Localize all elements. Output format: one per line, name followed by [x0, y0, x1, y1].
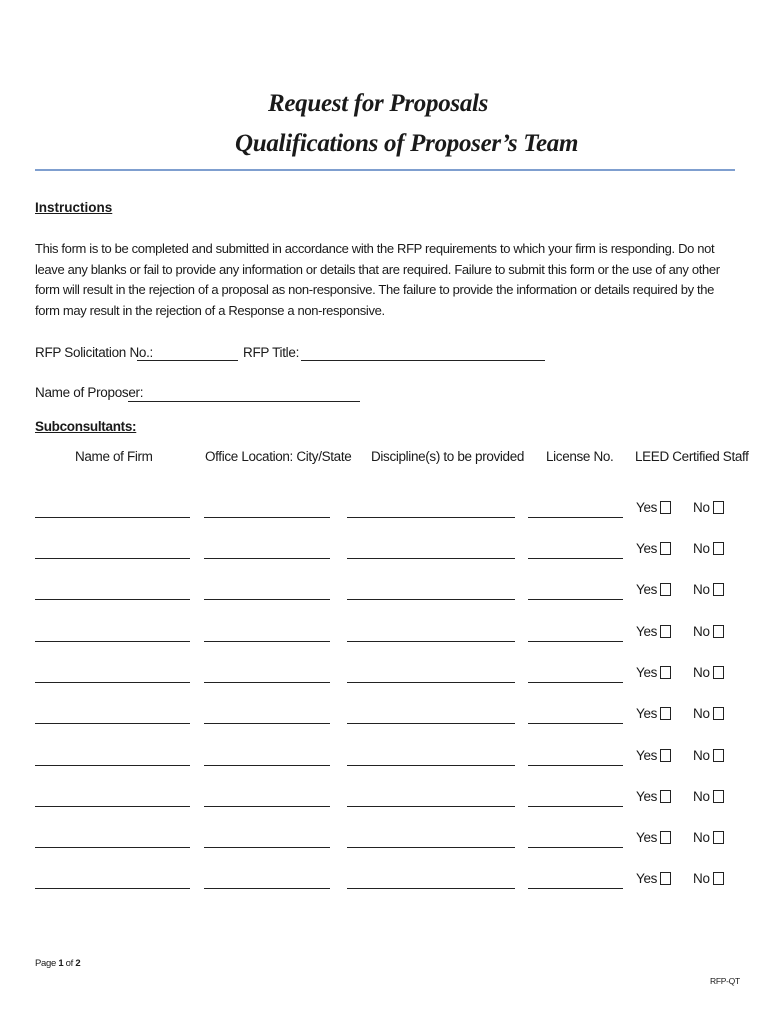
leed-no-checkbox[interactable]: [713, 831, 724, 844]
discipline-field[interactable]: [347, 888, 515, 889]
leed-yes-option: [636, 706, 671, 721]
column-header-location: Office Location: City/State: [205, 449, 352, 464]
firm-name-field[interactable]: [35, 641, 190, 642]
leed-no-checkbox[interactable]: [713, 625, 724, 638]
firm-name-field[interactable]: [35, 599, 190, 600]
table-row: [0, 665, 770, 689]
no-label: No: [693, 748, 710, 763]
discipline-field[interactable]: [347, 558, 515, 559]
leed-yes-checkbox[interactable]: [660, 625, 671, 638]
leed-no-option: [693, 541, 724, 556]
leed-yes-checkbox[interactable]: [660, 872, 671, 885]
no-label: No: [693, 665, 710, 680]
form-title: Request for Proposals: [268, 90, 489, 117]
leed-yes-option: [636, 500, 671, 515]
discipline-field[interactable]: [347, 599, 515, 600]
leed-yes-option: [636, 748, 671, 763]
instructions-text: This form is to be completed and submitted in accordance with the RFP requirements to which your firm is responding. Do not leave any blanks or fail to provide any information or details that are required. Failure to submit this form or the use of any other form will result in the rejection of a proposal as non-responsive. The failure to provide the information or details required by the form may result in the rejection of a Response a non-responsive.: [35, 241, 720, 318]
leed-no-checkbox[interactable]: [713, 749, 724, 762]
table-row: [0, 871, 770, 895]
firm-name-field[interactable]: [35, 558, 190, 559]
leed-yes-checkbox[interactable]: [660, 666, 671, 679]
office-location-field[interactable]: [204, 847, 330, 848]
office-location-field[interactable]: [204, 517, 330, 518]
license-field[interactable]: [528, 599, 623, 600]
discipline-field[interactable]: [347, 765, 515, 766]
header-divider: [35, 169, 735, 171]
form-subtitle: Qualifications of Proposer’s Team: [235, 130, 579, 157]
leed-yes-checkbox[interactable]: [660, 831, 671, 844]
license-field[interactable]: [528, 682, 623, 683]
leed-no-option: [693, 665, 724, 680]
license-field[interactable]: [528, 847, 623, 848]
page-current: 1: [58, 958, 64, 969]
page-prefix: Page: [35, 958, 56, 969]
instructions-heading: Instructions: [35, 200, 113, 215]
discipline-field[interactable]: [347, 682, 515, 683]
leed-yes-checkbox[interactable]: [660, 790, 671, 803]
table-row: [0, 500, 770, 524]
discipline-field[interactable]: [347, 517, 515, 518]
yes-label: Yes: [636, 582, 658, 597]
rfp-title-field[interactable]: [301, 360, 545, 361]
page-number: [35, 958, 80, 969]
table-row: [0, 830, 770, 854]
firm-name-field[interactable]: [35, 517, 190, 518]
leed-yes-option: [636, 582, 671, 597]
firm-name-field[interactable]: [35, 765, 190, 766]
license-field[interactable]: [528, 888, 623, 889]
firm-name-field[interactable]: [35, 723, 190, 724]
yes-label: Yes: [636, 748, 658, 763]
leed-no-option: [693, 789, 724, 804]
column-header-firm: Name of Firm: [75, 449, 153, 464]
subconsultants-heading: Subconsultants:: [35, 419, 137, 434]
discipline-field[interactable]: [347, 723, 515, 724]
discipline-field[interactable]: [347, 847, 515, 848]
leed-yes-option: [636, 541, 671, 556]
office-location-field[interactable]: [204, 641, 330, 642]
leed-no-checkbox[interactable]: [713, 501, 724, 514]
leed-no-checkbox[interactable]: [713, 872, 724, 885]
discipline-field[interactable]: [347, 641, 515, 642]
no-label: No: [693, 706, 710, 721]
license-field[interactable]: [528, 723, 623, 724]
leed-yes-option: [636, 789, 671, 804]
yes-label: Yes: [636, 541, 658, 556]
firm-name-field[interactable]: [35, 682, 190, 683]
leed-no-checkbox[interactable]: [713, 583, 724, 596]
yes-label: Yes: [636, 665, 658, 680]
leed-no-checkbox[interactable]: [713, 542, 724, 555]
license-field[interactable]: [528, 641, 623, 642]
solicitation-label: RFP Solicitation No.:: [35, 345, 154, 360]
firm-name-field[interactable]: [35, 806, 190, 807]
leed-yes-option: [636, 830, 671, 845]
no-label: No: [693, 500, 710, 515]
yes-label: Yes: [636, 500, 658, 515]
yes-label: Yes: [636, 789, 658, 804]
leed-yes-option: [636, 665, 671, 680]
page-of: of: [65, 958, 73, 969]
column-header-leed: LEED Certified Staff: [635, 449, 749, 464]
yes-label: Yes: [636, 830, 658, 845]
leed-yes-checkbox[interactable]: [660, 707, 671, 720]
leed-no-checkbox[interactable]: [713, 707, 724, 720]
leed-yes-checkbox[interactable]: [660, 749, 671, 762]
no-label: No: [693, 624, 710, 639]
leed-no-checkbox[interactable]: [713, 666, 724, 679]
table-row: [0, 748, 770, 772]
leed-no-option: [693, 624, 724, 639]
license-field[interactable]: [528, 558, 623, 559]
yes-label: Yes: [636, 871, 658, 886]
column-header-license: License No.: [546, 449, 614, 464]
no-label: No: [693, 830, 710, 845]
table-row: [0, 624, 770, 648]
license-field[interactable]: [528, 517, 623, 518]
page-total: 2: [75, 958, 81, 969]
office-location-field[interactable]: [204, 682, 330, 683]
office-location-field[interactable]: [204, 558, 330, 559]
leed-no-option: [693, 582, 724, 597]
leed-no-option: [693, 500, 724, 515]
table-row: [0, 541, 770, 565]
leed-yes-checkbox[interactable]: [660, 501, 671, 514]
office-location-field[interactable]: [204, 765, 330, 766]
rfp-title-label: RFP Title:: [243, 345, 300, 360]
table-row: [0, 582, 770, 606]
office-location-field[interactable]: [204, 888, 330, 889]
leed-no-option: [693, 748, 724, 763]
no-label: No: [693, 541, 710, 556]
column-header-discipline: Discipline(s) to be provided: [371, 449, 525, 464]
leed-yes-checkbox[interactable]: [660, 583, 671, 596]
office-location-field[interactable]: [204, 723, 330, 724]
license-field[interactable]: [528, 806, 623, 807]
no-label: No: [693, 582, 710, 597]
no-label: No: [693, 789, 710, 804]
firm-name-field[interactable]: [35, 888, 190, 889]
leed-yes-option: [636, 871, 671, 886]
solicitation-field[interactable]: [137, 360, 238, 361]
leed-no-option: [693, 706, 724, 721]
proposer-label: Name of Proposer:: [35, 385, 144, 400]
leed-no-option: [693, 871, 724, 886]
office-location-field[interactable]: [204, 806, 330, 807]
leed-no-option: [693, 830, 724, 845]
proposer-field[interactable]: [128, 401, 360, 402]
leed-no-checkbox[interactable]: [713, 790, 724, 803]
yes-label: Yes: [636, 624, 658, 639]
discipline-field[interactable]: [347, 806, 515, 807]
table-row: [0, 789, 770, 813]
firm-name-field[interactable]: [35, 847, 190, 848]
office-location-field[interactable]: [204, 599, 330, 600]
leed-yes-checkbox[interactable]: [660, 542, 671, 555]
license-field[interactable]: [528, 765, 623, 766]
table-row: [0, 706, 770, 730]
form-code: RFP-QT: [710, 976, 740, 986]
no-label: No: [693, 871, 710, 886]
yes-label: Yes: [636, 706, 658, 721]
leed-yes-option: [636, 624, 671, 639]
